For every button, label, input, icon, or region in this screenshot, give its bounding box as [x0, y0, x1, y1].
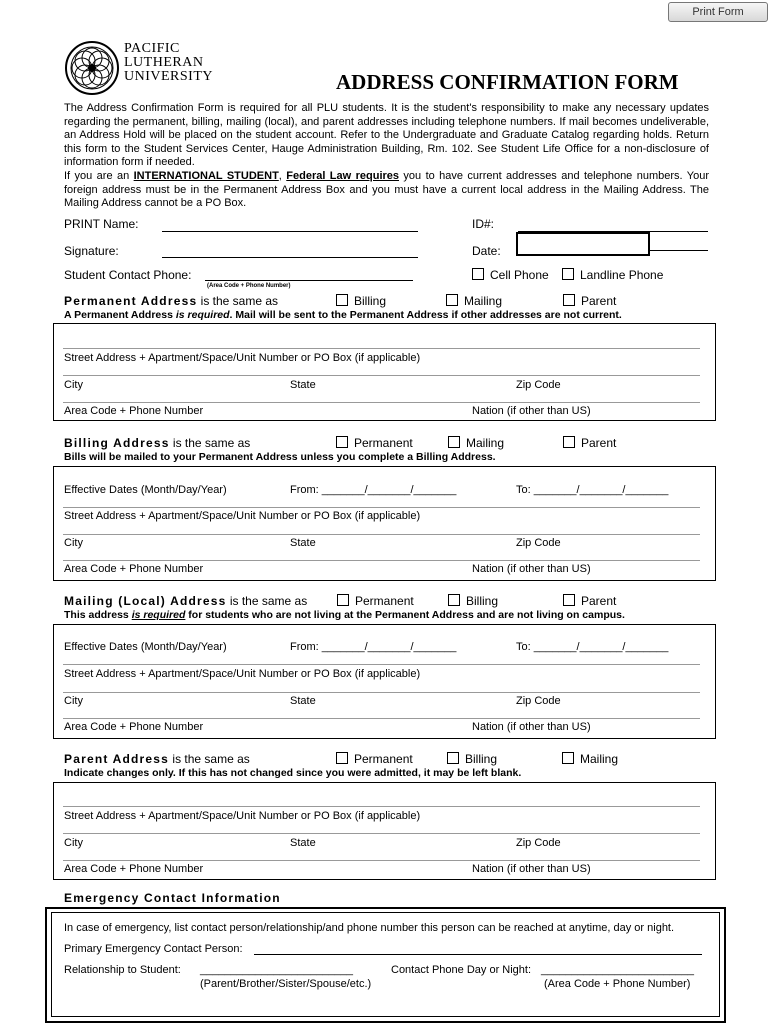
university-seal-icon [64, 40, 120, 96]
checkbox[interactable] [562, 752, 574, 764]
form-title: ADDRESS CONFIRMATION FORM [336, 70, 679, 94]
checkbox[interactable] [337, 594, 349, 606]
checkbox[interactable] [563, 594, 575, 606]
state-label: State [290, 837, 316, 849]
parent-opt-billing[interactable]: Billing [447, 752, 497, 766]
billing-to-input[interactable]: To: _______/_______/_______ [516, 484, 669, 496]
university-name: PACIFIC LUTHERAN UNIVERSITY [124, 41, 213, 84]
print-name-label: PRINT Name: [64, 217, 139, 231]
permanent-address-heading: Permanent Address is the same as [64, 294, 279, 308]
cell-phone-option[interactable]: Cell Phone [472, 268, 549, 282]
city-label: City [64, 537, 83, 549]
parent-opt-permanent[interactable]: Permanent [336, 752, 413, 766]
zip-label: Zip Code [516, 695, 561, 707]
street-label: Street Address + Apartment/Space/Unit Number or PO Box (if applicable) [64, 810, 421, 822]
billing-note: Bills will be mailed to your Permanent Address unless you complete a Billing Address. [64, 451, 496, 463]
permanent-street-input[interactable] [63, 348, 700, 349]
city-label: City [64, 695, 83, 707]
billing-opt-parent[interactable]: Parent [563, 436, 616, 450]
zip-label: Zip Code [516, 537, 561, 549]
date-label: Date: [472, 244, 501, 258]
nation-label: Nation (if other than US) [472, 563, 591, 575]
signature-input[interactable] [162, 257, 418, 258]
billing-street-input[interactable] [63, 507, 700, 508]
primary-contact-label: Primary Emergency Contact Person: [64, 943, 243, 955]
phone-hint: (Area Code + Phone Number) [544, 978, 691, 990]
permanent-city-input[interactable] [63, 375, 700, 376]
mailing-opt-parent[interactable]: Parent [563, 594, 616, 608]
mailing-phone-input[interactable] [63, 718, 700, 719]
landline-phone-checkbox[interactable] [562, 268, 574, 280]
state-label: State [290, 379, 316, 391]
mailing-from-input[interactable]: From: _______/_______/_______ [290, 641, 457, 653]
mailing-street-input[interactable] [63, 664, 700, 665]
billing-phone-input[interactable] [63, 560, 700, 561]
checkbox[interactable] [447, 752, 459, 764]
checkbox[interactable] [563, 436, 575, 448]
zip-label: Zip Code [516, 379, 561, 391]
city-label: City [64, 379, 83, 391]
checkbox[interactable] [336, 436, 348, 448]
mailing-to-input[interactable]: To: _______/_______/_______ [516, 641, 669, 653]
contact-phone-day-night-label: Contact Phone Day or Night: [391, 964, 532, 976]
state-label: State [290, 695, 316, 707]
nation-label: Nation (if other than US) [472, 863, 591, 875]
permanent-opt-parent[interactable]: Parent [563, 294, 616, 308]
area-phone-label: Area Code + Phone Number [64, 721, 204, 733]
area-phone-label: Area Code + Phone Number [64, 863, 204, 875]
nation-label: Nation (if other than US) [472, 405, 591, 417]
mailing-address-heading: Mailing (Local) Address is the same as [64, 594, 308, 608]
billing-opt-permanent[interactable]: Permanent [336, 436, 413, 450]
parent-city-input[interactable] [63, 833, 700, 834]
landline-phone-option[interactable]: Landline Phone [562, 268, 663, 282]
checkbox[interactable] [336, 752, 348, 764]
effective-dates-label: Effective Dates (Month/Day/Year) [64, 641, 227, 653]
checkbox[interactable] [448, 594, 460, 606]
state-label: State [290, 537, 316, 549]
relationship-hint: (Parent/Brother/Sister/Spouse/etc.) [200, 978, 372, 990]
area-phone-label: Area Code + Phone Number [64, 405, 204, 417]
parent-opt-mailing[interactable]: Mailing [562, 752, 618, 766]
zip-label: Zip Code [516, 837, 561, 849]
contact-phone-day-night-input[interactable]: _________________________ [541, 964, 694, 976]
billing-city-input[interactable] [63, 534, 700, 535]
permanent-note: A Permanent Address is required. Mail will be sent to the Permanent Address if other addresses are not current. [64, 309, 622, 321]
signature-label: Signature: [64, 244, 119, 258]
date-input[interactable] [516, 232, 650, 256]
print-form-button[interactable]: Print Form [668, 2, 768, 22]
parent-address-heading: Parent Address is the same as [64, 752, 250, 766]
nation-label: Nation (if other than US) [472, 721, 591, 733]
emergency-instructions: In case of emergency, list contact person/relationship/and phone number this person can be reached at anytime, day or night. [64, 922, 675, 934]
area-code-hint: (Area Code + Phone Number) [207, 283, 291, 289]
date-underline [648, 250, 708, 251]
cell-phone-checkbox[interactable] [472, 268, 484, 280]
id-label: ID#: [472, 217, 495, 231]
street-label: Street Address + Apartment/Space/Unit Number or PO Box (if applicable) [64, 352, 421, 364]
parent-phone-input[interactable] [63, 860, 700, 861]
checkbox[interactable] [446, 294, 458, 306]
primary-contact-input[interactable] [254, 954, 702, 955]
permanent-opt-billing[interactable]: Billing [336, 294, 386, 308]
effective-dates-label: Effective Dates (Month/Day/Year) [64, 484, 227, 496]
billing-address-heading: Billing Address is the same as [64, 436, 251, 450]
checkbox[interactable] [336, 294, 348, 306]
print-name-input[interactable] [162, 231, 418, 232]
checkbox[interactable] [563, 294, 575, 306]
street-label: Street Address + Apartment/Space/Unit Number or PO Box (if applicable) [64, 510, 421, 522]
city-label: City [64, 837, 83, 849]
emergency-heading: Emergency Contact Information [64, 891, 281, 905]
mailing-opt-billing[interactable]: Billing [448, 594, 498, 608]
contact-phone-input[interactable] [205, 280, 413, 281]
parent-street-input[interactable] [63, 806, 700, 807]
mailing-note: This address is required for students who are not living at the Permanent Address and are not living on campus. [64, 609, 625, 621]
relationship-label: Relationship to Student: [64, 964, 181, 976]
checkbox[interactable] [448, 436, 460, 448]
relationship-input[interactable]: _________________________ [200, 964, 353, 976]
contact-phone-label: Student Contact Phone: [64, 268, 192, 282]
intro-text: The Address Confirmation Form is required for all PLU students. It is the student's responsibility to make any necessary updates regarding the permanent, billing, mailing (local), and parent addresses including telephone numbers. If mail becomes undeliverable, an Address Hold will be placed on the student account. Refer to the Undergraduate and Graduate Catalog regarding holds. Return this form to the Student Services Center, Hauge Administration Building, Rm. 102. See Student Life Office for a non-disclosure of information form if needed. If you are an INTERNATIONAL STUDENT, Federal Law requires you to have current addresses and telephone numbers. Your foreign address must be in the Permanent Address Box and you must have a current local address in the Mailing Address. The Mailing Address cannot be a PO Box. [64, 102, 709, 210]
area-phone-label: Area Code + Phone Number [64, 563, 204, 575]
permanent-phone-input[interactable] [63, 402, 700, 403]
permanent-opt-mailing[interactable]: Mailing [446, 294, 502, 308]
mailing-city-input[interactable] [63, 692, 700, 693]
billing-opt-mailing[interactable]: Mailing [448, 436, 504, 450]
billing-from-input[interactable]: From: _______/_______/_______ [290, 484, 457, 496]
parent-note: Indicate changes only. If this has not changed since you were admitted, it may be left blank. [64, 767, 522, 779]
street-label: Street Address + Apartment/Space/Unit Number or PO Box (if applicable) [64, 668, 421, 680]
mailing-opt-permanent[interactable]: Permanent [337, 594, 414, 608]
